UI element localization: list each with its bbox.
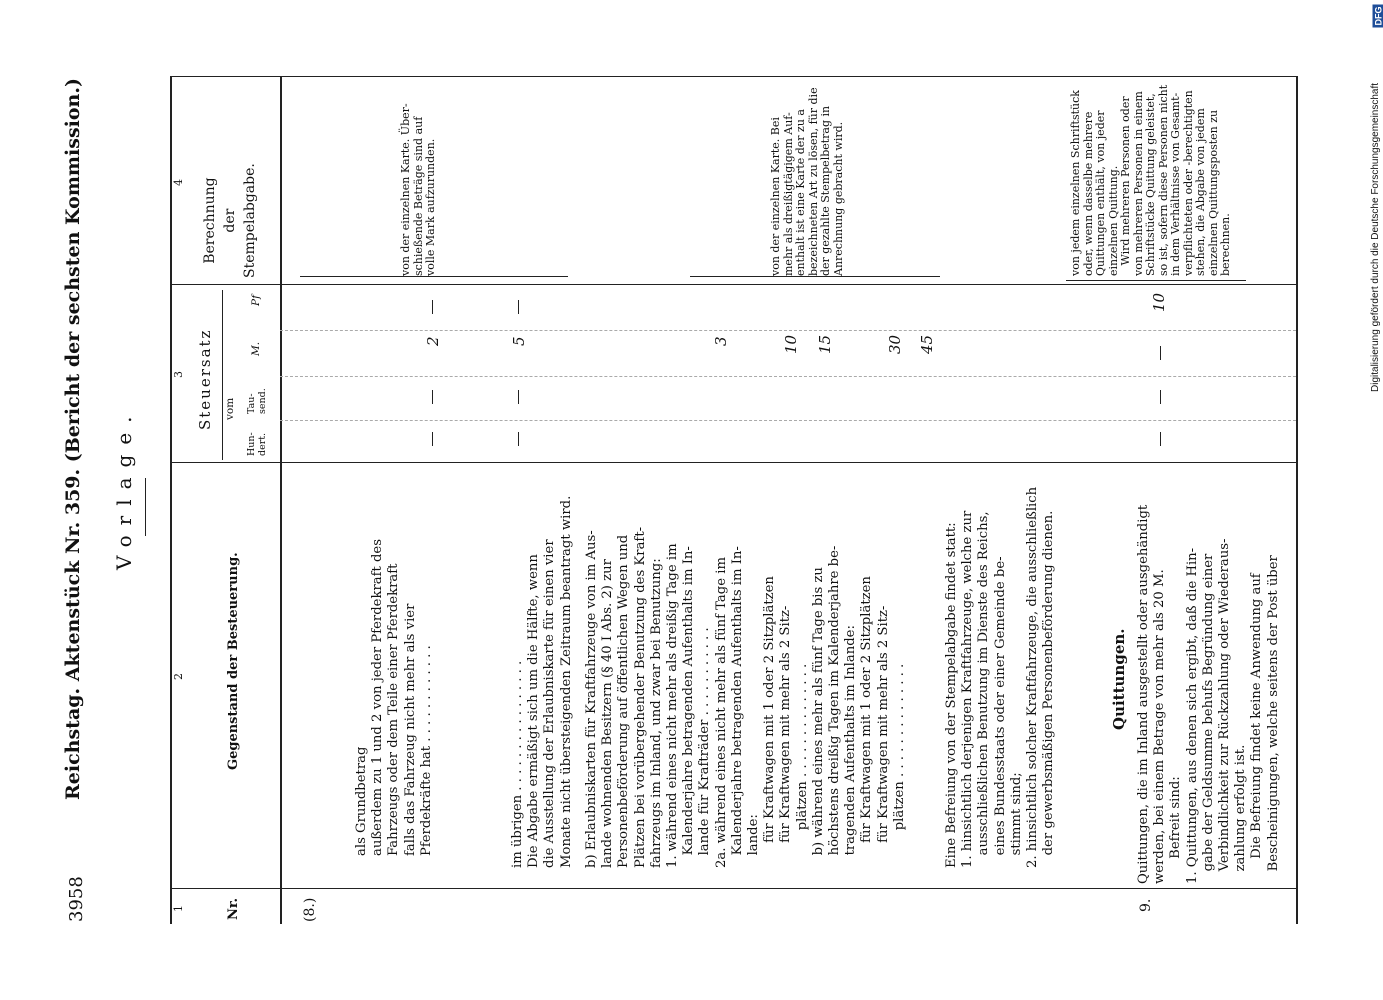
title-rule [145,478,146,536]
col1-heading: Nr. [226,897,241,920]
col1-separator [170,888,1298,889]
row-number-9: 9. [1138,898,1154,912]
table-right-edge [170,76,1298,77]
dash-mark [1160,346,1161,360]
col3-sub-mark: M. [250,341,262,356]
col3-sub-sep-3 [280,330,1296,331]
col3-vom: vom [224,397,236,420]
dash-mark [518,300,519,314]
digitisation-note: Digitalisierung gefördert durch die Deutsche Forschungsgemeinschaft [1370,82,1381,392]
row-number-8: (8.) [302,897,318,922]
dash-mark [432,300,433,314]
col3-heading: Steuersatz [196,328,214,430]
note-karte-1: von der einzelnen Karte. Über- schießende Beträge sind auf volle Mark aufzurunden. [399,103,437,276]
page-number: 3958 [66,876,87,922]
rate-value: 45 [918,334,936,354]
col-number-2: 2 [172,673,185,680]
dash-mark [518,432,519,446]
col3-sub-hundert: Hun- dert. [246,432,268,456]
rate-value: 10 [782,334,800,354]
text-block-uebrigen: im übrigen . . . . . . . . . . . . . . . . Die Abgabe ermäßigt sich um die Hälfte, wenn die Ausstellung der Erlaubniskarte für einen vier Monate nicht übersteigenden Zeitraum beantragt wird. [510,495,574,868]
dfg-logo: DFG [1373,6,1383,26]
section-title: Vorlage. [112,406,136,570]
bracket-rule [300,276,568,277]
rate-value: 5 [510,336,528,346]
col-number-1: 1 [172,905,185,912]
col3-separator [170,284,1298,285]
quittungen-title: Quittungen. [1110,628,1128,730]
text-block-quittungen: Quittungen, die im Inland ausgestellt oder ausgehändigt werden, bei einem Betrage von mehr als 20 M. Befreit sind: 1. Quittungen, aus denen sich ergibt, daß die Hin- gabe der Geldsumme behufs Begründung einer Verbindlichkeit zur Rückzahlung oder Wiederaus- zahlung erfolgt ist. Die Befreiung findet keine Anwendung auf Bescheinigungen, welche seitens der Post über [1136,504,1281,884]
running-header: Reichstag. Aktenstück Nr. 359. (Bericht der sechsten Kommission.) [62,78,84,800]
col3-sub-tausend: Tau- send. [246,388,268,414]
table-bottom-rule [1296,76,1298,924]
col3-sub-sep-2 [280,376,1296,377]
col2-heading: Gegenstand der Besteuerung. [226,552,241,770]
col-number-3: 3 [172,371,185,378]
dash-mark [432,390,433,404]
dash-mark [1160,432,1161,446]
col2-separator [170,462,1298,463]
bracket-rule [1066,280,1246,281]
col3-sub-sep-1 [280,420,1296,421]
rate-value: 30 [886,334,904,354]
col3-sub-pfennig: Pf [250,295,262,306]
text-block-grundbetrag: als Grundbetrag außerdem zu 1 und 2 von jeder Pferdekraft des Fahrzeugs oder dem Teile einer Pferdekraft falls das Fahrzeug nicht mehr als vier Pferdekräfte hat . . . . . . . . . . . . [354,539,434,856]
dash-mark [518,390,519,404]
rate-value: 15 [816,334,834,354]
bracket-rule [690,276,940,277]
dash-mark [432,432,433,446]
note-quittungen: von jedem einzelnen Schriftstück oder, wenn dasselbe mehrere Quittungen enthält, von jeder einzelnen Quittung. Wird mehreren Personen oder von mehreren Personen in einem Schriftstücke Quittung geleistet, so ist, sofern diese Personen nicht in dem Verhältnisse von Gesamt- verpflichteten oder -berechtigten stehen, die Abgabe von jedem einzelnen Quittungsposten zu berechnen. [1069,84,1232,276]
table-top-rule [170,76,172,924]
note-karte-2: von der einzelnen Karte. Bei mehr als dreißigtägigem Auf- enthalt ist eine Karte der zu a bezeichneten Art zu lösen, für die der gezahlte Stempelbetrag in Anrechnung gebracht wird. [769,87,845,276]
rate-value: 3 [712,336,730,346]
col3-head-rule [222,290,223,460]
dash-mark [1160,390,1161,404]
rate-value: 2 [424,336,442,346]
rate-value-pf: 10 [1150,292,1168,312]
text-block-auslaender: b) Erlaubniskarten für Kraftfahrzeuge von im Aus- lande wohnenden Besitzern (§ 40 I Abs. 2) zur Personenbeförderung auf öffentlichen Wegen und Plätzen bei vorübergehender Benutzung des Kraft- fahrzeugs im Inland, und zwar bei Benutzung: 1. während eines nicht mehr als dreißig Tage im Kalenderjahre betragenden Aufenthalts im In- lande für Krafträder . . . . . . . . . . . 2a. während eines nicht mehr als fünf Tage im Kalenderjahre betragenden Aufenthalts im In- lande: für Kraftwagen mit 1 oder 2 Sitzplätzen für Kraftwagen mit mehr als 2 Sitz- plätzen . . . . . . . . . . . . . . b) während eines mehr als fünf Tage bis zu höchstens dreißig Tagen im Kalenderjahre be- tragenden Aufenthalts im Inlande: für Kraftwagen mit 1 oder 2 Sitzplätzen für Kraftwagen mit mehr als 2 Sitz- plätzen . . . . . . . . . . . . . . [584,526,907,868]
text-block-befreiung: Eine Befreiung von der Stempelabgabe findet statt: 1. hinsichtlich derjenigen Kraftfahrzeuge, welche zur ausschließlichen Benutzung im Dienste des Reichs, eines Bundesstaats oder einer Gemeinde be- stimmt sind; 2. hinsichtlich solcher Kraftfahrzeuge, die ausschließlich der gewerbsmäßigen Personenbeförderung dienen. [944,486,1057,868]
col-number-4: 4 [172,179,185,186]
table-head-rule [280,76,282,924]
col4-heading: Berechnung der Stempelabgabe. [202,163,258,278]
